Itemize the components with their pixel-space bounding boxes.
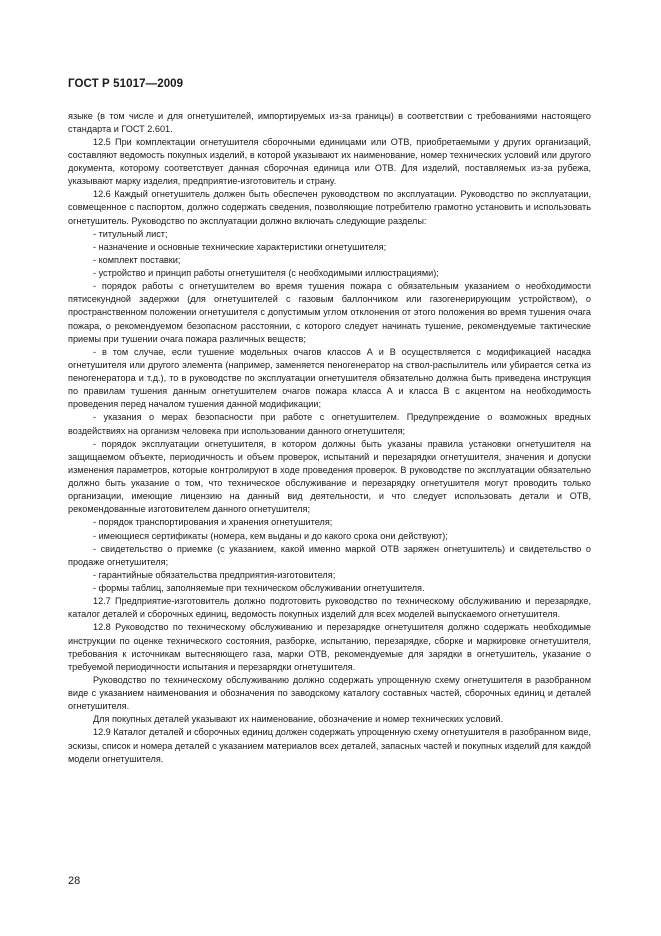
list-item: - комплект поставки;	[93, 254, 181, 265]
paragraph: языке (в том числе и для огнетушителей, импортируемых из-за границы) в соответствии с требованиями настоящего стандарта и ГОСТ 2.601.	[68, 110, 591, 134]
paragraph: Для покупных деталей указывают их наименование, обозначение и номер технических условий.	[93, 714, 504, 725]
list-item: - устройство и принцип работы огнетушителя (с необходимыми иллюстрациями);	[93, 268, 439, 278]
list-item: - свидетельство о приемке (с указанием, какой именно маркой ОТВ заряжен огнетушитель) и свидетельство о продаже огнетушителя;	[68, 543, 591, 567]
list-item: - имеющиеся сертификаты (номера, кем выданы и до какого срока они действуют);	[93, 530, 448, 541]
list-item: - порядок эксплуатации огнетушителя, в котором должны быть указаны правила установки огнетушителя на защищаемом объекте, периодичность и объем проверок, испытаний и перезарядки огнетушителя, значения и допуски изменения параметров, которые контролируют в ходе проведения проверок. В руководстве по эксплуатации обязательно должно быть указание о том, что техническое обслуживание и перезарядку огнетушителя могут проводить только организации, имеющие лицензию на данный вид деятельности, и что следует использовать детали и ОТВ, рекомендованные изготовителем данного огнетушителя;	[68, 438, 591, 515]
paragraph: 12.8 Руководство по техническому обслуживанию и перезарядке огнетушителя должно содержать необходимые инструкции по оценке технического состояния, разборке, испытанию, перезарядке, сборке и маркировке огнетушителя, требования к источникам вытесняющего газа, марки ОТВ, рекомендуемые для зарядки в огнетушитель, указание о требуемой периодичности испытания и перезарядки огнетушителя.	[68, 622, 591, 672]
page-number: 28	[68, 875, 81, 887]
paragraph: 12.6 Каждый огнетушитель должен быть обеспечен руководством по эксплуатации. Руководство по эксплуатации, совмещенное с паспортом, должно содержать сведения, позволяющие потребителю грамотно установить и использовать огнетушитель. Руководство по эксплуатации должно включать следующие разделы:	[68, 189, 591, 226]
list-item: - порядок транспортирования и хранения огнетушителя;	[93, 517, 333, 528]
list-item: - титульный лист;	[93, 228, 168, 239]
list-item: - в том случае, если тушение модельных очагов классов А и В осуществляется с модификацией насадка огнетушителя или другого элемента (например, заменяется пеногенератор на ствол-распылитель или убирается сетка из пеногенератора и т.д.), то в руководстве по эксплуатации огнетушителя обязательно должна быть приведена инструкция по правилам тушения данным огнетушителем очагов пожара класса А и класса В с акцентом на необходимость проведения перед началом тушения данной модификации;	[68, 346, 591, 410]
list-item: - назначение и основные технические характеристики огнетушителя;	[93, 241, 387, 252]
list-item: - порядок работы с огнетушителем во время тушения пожара с обязательным указанием о необходимости пятисекундной задержки (для огнетушителей с газовым баллончиком или газогенерирующим устройством), о пространственном положении огнетушителя с допустимым углом отклонения от этого положения во время тушения очага пожара, о рекомендуемом безопасном расстоянии, с которого следует начинать тушение, рекомендуемые тактические приемы при тушении очага пожара различных веществ;	[68, 281, 591, 344]
paragraph: 12.5 При комплектации огнетушителя сборочными единицами или ОТВ, приобретаемыми у других организаций, составляют ведомость покупных изделий, в которой указывают их наименование, номер технических условий или другого документа, которому соответствует данная сборочная единица или ОТВ. Для изделий, поставляемых из-за рубежа, указывают марку изделия, предприятие-изготовитель и страну.	[68, 136, 591, 187]
paragraph: 12.9 Каталог деталей и сборочных единиц должен содержать упрощенную схему огнетушителя в разобранном виде, эскизы, список и номера деталей с указанием материалов всех деталей, запасных частей и покупных изделий для каждой модели огнетушителя.	[68, 727, 591, 764]
document-body	[68, 110, 591, 766]
document-header: ГОСТ Р 51017—2009	[68, 78, 184, 90]
list-item: - указания о мерах безопасности при работе с огнетушителем. Предупреждение о возможных вредных воздействиях на организм человека при использовании данного огнетушителя;	[68, 412, 591, 436]
paragraph: 12.7 Предприятие-изготовитель должно подготовить руководство по техническому обслуживанию и перезарядке, каталог деталей и сборочных единиц, ведомость покупных изделий для всех моделей выпускаемого огнетушителя.	[68, 596, 591, 620]
paragraph: Руководство по техническому обслуживанию должно содержать упрощенную схему огнетушителя в разобранном виде с указанием наименования и обозначения по заводскому каталогу составных частей, сборочных единиц и деталей огнетушителя.	[68, 674, 591, 712]
list-item: - формы таблиц, заполняемые при техническом обслуживании огнетушителя.	[93, 583, 425, 593]
list-item: - гарантийные обязательства предприятия-изготовителя;	[93, 569, 336, 580]
